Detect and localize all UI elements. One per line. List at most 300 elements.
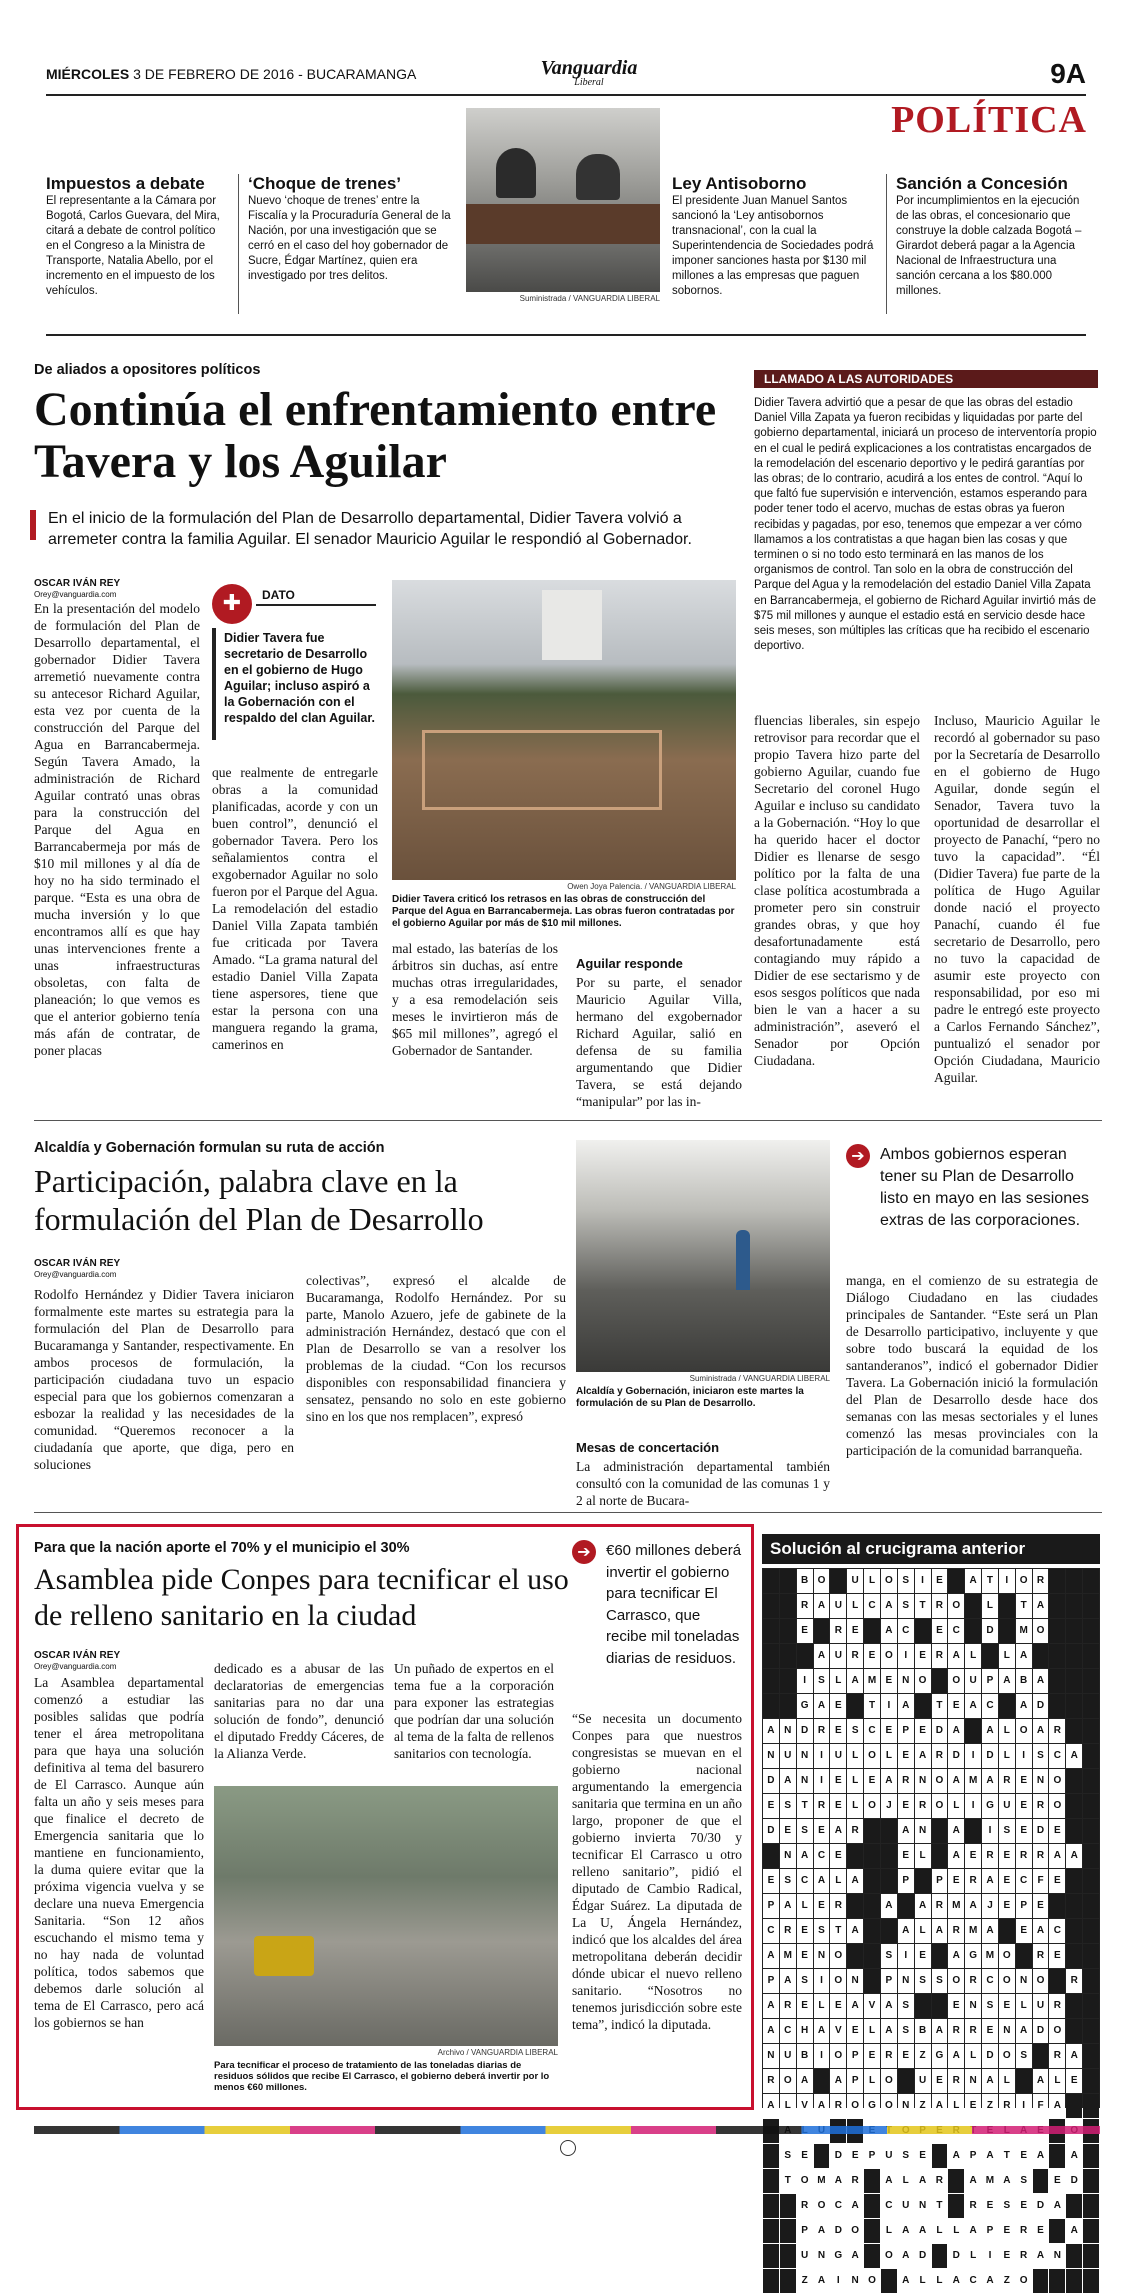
crossword-cell: E (898, 1794, 914, 1818)
crossword-cell: B (1016, 1669, 1032, 1693)
crossword-cell: A (898, 1694, 914, 1718)
crossword-cell (864, 1919, 880, 1943)
crossword-cell: O (830, 1969, 846, 1993)
crossword-cell: O (797, 2169, 813, 2193)
crossword-cell: R (1016, 2219, 1032, 2243)
arrow-right-icon: ➔ (572, 1540, 596, 1564)
crossword-cell: E (830, 1844, 846, 1868)
crossword-cell (1083, 2094, 1099, 2118)
crossword-cell: L (864, 1569, 880, 1593)
crossword-cell: C (797, 1869, 813, 1893)
crossword-cell: A (847, 2194, 863, 2218)
crossword-cell (1016, 2069, 1032, 2093)
crossword-cell: R (830, 1894, 846, 1918)
crossword-cell: E (982, 2019, 998, 2043)
crossword-cell: A (948, 2044, 964, 2068)
crossword-cell (780, 1594, 796, 1618)
crossword-cell: L (847, 1794, 863, 1818)
crossword-cell: A (881, 1994, 897, 2018)
crossword-cell: A (965, 2169, 981, 2193)
crossword-cell: L (965, 2244, 981, 2268)
crossword-cell: Z (915, 2094, 931, 2118)
section-title: POLÍTICA (891, 99, 1087, 141)
dato-label: DATO (262, 588, 295, 602)
crossword-cell: O (932, 1794, 948, 1818)
crossword-cell: C (864, 1719, 880, 1743)
crossword-cell: C (830, 2194, 846, 2218)
crossword-cell: O (881, 1644, 897, 1668)
crossword-cell: V (830, 2019, 846, 2043)
crossword-cell: A (948, 1844, 964, 1868)
crossword-cell (1083, 1669, 1099, 1693)
crossword-cell: T (932, 1694, 948, 1718)
crossword-cell: N (797, 1744, 813, 1768)
crossword-cell: S (814, 1669, 830, 1693)
crossword-cell: E (830, 1994, 846, 2018)
crossword-cell: A (814, 1644, 830, 1668)
crossword-cell: T (999, 2144, 1015, 2168)
crossword-cell (1083, 1969, 1099, 1993)
section-rule (34, 1512, 1102, 1513)
person-figure (496, 148, 536, 198)
crossword-cell (1049, 1694, 1065, 1718)
crossword-cell: E (830, 1719, 846, 1743)
crossword-cell: E (780, 1819, 796, 1843)
crossword-cell: O (915, 1669, 931, 1693)
crossword-cell (1083, 2069, 1099, 2093)
crossword-cell (864, 1894, 880, 1918)
crossword-cell (1033, 2044, 1049, 2068)
crossword-cell: R (847, 1819, 863, 1843)
crossword-cell: A (898, 1819, 914, 1843)
crossword-cell: O (814, 2194, 830, 2218)
byline-email: Orey@vanguardia.com (34, 1662, 117, 1671)
crossword-cell: M (948, 1894, 964, 1918)
crossword-cell: A (1033, 1919, 1049, 1943)
crossword-cell: I (797, 1669, 813, 1693)
crossword-cell: E (1016, 1819, 1032, 1843)
crossword-cell: L (830, 1669, 846, 1693)
crossword-cell: D (1033, 1819, 1049, 1843)
crossword-cell: A (965, 2219, 981, 2243)
masthead-rule (46, 94, 1086, 96)
crossword-cell: C (763, 1919, 779, 1943)
article3-col1: La Asamblea departamental comenzó a estudiar las posibles salidas que podría tener el área metropolitana para que haya una solución definitiva al tema del basurero de El Carrasco. Aunque aún falta un año y seis meses para que finalice el decreto de Emergencia sanitaria que lo mantiene en funcionamiento, la duma quiere evitar que la próxima vigencia vuelva y se declare una nueva Emergencia Sanitaria. “Son 12 años escuchando el mismo tema y no hay nada de voluntad política, todos sabemos que debemos darle solución al tema de El Carrasco, pero acá los gobiernos se han (34, 1675, 204, 2030)
crossword-cell: P (763, 1894, 779, 1918)
article1-col5: fluencias liberales, sin espejo retrovisor para recordar que el propio Tavera hizo parte del gobierno Aguilar, cuando fue Secretario del coronel Hugo Aguilar e incluso su candidato a la Gobernación. “Hoy lo que ha querido hacer el doctor Didier es llenarse de sesgo político por la falta de una clase política acostumbrada a prometer pero sin construir grandes obras, y que hoy desafortunadamente está contagiando muy rápido a Didier de ese sectarismo y de esos sesgos políticos que nada bien le van a hacer a su administración”, aseveró el Senador por Opción Ciudadana. (754, 713, 920, 1068)
crossword-cell: L (881, 2219, 897, 2243)
crossword-cell: A (932, 2094, 948, 2118)
crossword-cell: S (797, 1819, 813, 1843)
crossword-cell: R (948, 2069, 964, 2093)
crossword-cell: A (1066, 2044, 1082, 2068)
crossword-cell: O (948, 1969, 964, 1993)
crossword-cell: E (830, 1694, 846, 1718)
crossword-cell: O (1049, 1769, 1065, 1793)
crossword-cell: C (982, 1969, 998, 1993)
dato-icon: ✚ (212, 584, 252, 624)
crossword-cell: R (1016, 2244, 1032, 2268)
crossword-cell: E (814, 1819, 830, 1843)
crossword-cell: A (948, 2144, 964, 2168)
crossword-cell: S (780, 1794, 796, 1818)
crossword-cell: E (847, 1619, 863, 1643)
crossword-cell: S (999, 2194, 1015, 2218)
crossword-cell: L (948, 2219, 964, 2243)
crossword-cell: A (948, 1644, 964, 1668)
crossword-cell: I (814, 1769, 830, 1793)
article3-byline (34, 1650, 120, 1672)
crossword-cell: N (780, 1844, 796, 1868)
crossword-cell: O (864, 2269, 880, 2293)
article1-deck (30, 508, 730, 550)
crossword-cell: O (1033, 1619, 1049, 1643)
crossword-cell (965, 1619, 981, 1643)
crossword-cell (1083, 1919, 1099, 1943)
crossword-cell: A (915, 1894, 931, 1918)
crossword-cell: O (1016, 2269, 1032, 2293)
crossword-cell: A (881, 1594, 897, 1618)
article1-photo (392, 580, 736, 880)
crossword-cell: T (932, 2194, 948, 2218)
crossword-cell (1083, 1744, 1099, 1768)
crossword-cell: N (814, 2244, 830, 2268)
crossword-cell (1066, 1944, 1082, 1968)
crossword-cell: M (814, 2169, 830, 2193)
crossword-cell (780, 1669, 796, 1693)
crossword-cell: E (1016, 1794, 1032, 1818)
crossword-cell: L (965, 1644, 981, 1668)
crossword-cell (1066, 1669, 1082, 1693)
crossword-cell: L (898, 2169, 914, 2193)
article3-photo (214, 1786, 558, 2046)
article3-kicker: Para que la nación aporte el 70% y el municipio el 30% (34, 1540, 410, 1556)
crossword-cell: A (948, 1819, 964, 1843)
crossword-cell: R (763, 2069, 779, 2093)
logo-main: Vanguardia (540, 57, 638, 79)
crossword-cell (1083, 2244, 1099, 2268)
crossword-cell: S (898, 2019, 914, 2043)
crossword-cell: A (915, 2169, 931, 2193)
crossword-cell (1083, 1869, 1099, 1893)
crossword-cell: T (830, 1919, 846, 1943)
crossword-cell (881, 1919, 897, 1943)
crossword-cell: A (948, 1719, 964, 1743)
dato-text: Didier Tavera fue secretario de Desarrollo en el gobierno de Hugo Aguilar; incluso aspiró a la Gobernación con el respaldo del clan Aguilar. (224, 631, 375, 725)
article3-highlight (572, 1540, 742, 1669)
crossword-cell: S (797, 1969, 813, 1993)
article2-col3: La administración departamental también consultó con la comunidad de las comunas 1 y 2 al norte de Bucara- (576, 1459, 830, 1508)
crossword-cell: A (1016, 1644, 1032, 1668)
article1-col3: mal estado, las baterías de los árbitros sin duchas, así entre muchas otras irregularidades, y a esa remodelación seis meses le invirtieron más de $65 mil millones”, agregó el Gobernador de Santander. (392, 941, 558, 1058)
crossword-cell: Z (999, 2269, 1015, 2293)
crossword-cell: O (948, 1594, 964, 1618)
article2-subhead: Mesas de concertación (576, 1440, 720, 1455)
crossword-cell: E (932, 1569, 948, 1593)
dato-box (212, 584, 376, 740)
crossword-cell: I (982, 2244, 998, 2268)
crossword-cell (1049, 1569, 1065, 1593)
crossword-cell: A (1033, 1719, 1049, 1743)
crossword-cell (1066, 1869, 1082, 1893)
crossword-cell (763, 2169, 779, 2193)
crossword-cell: R (1033, 1844, 1049, 1868)
crossword-cell: A (881, 1619, 897, 1643)
crossword-cell: A (1066, 1744, 1082, 1768)
crossword-cell: R (830, 1619, 846, 1643)
crossword-cell: A (1033, 1669, 1049, 1693)
crossword-cell: R (780, 1994, 796, 2018)
crossword-cell: M (982, 1944, 998, 1968)
crossword-cell: I (898, 1644, 914, 1668)
crossword-cell: R (965, 2194, 981, 2218)
crossword-cell: J (881, 1794, 897, 1818)
crossword-cell: N (780, 1719, 796, 1743)
crossword-cell (847, 1894, 863, 1918)
crossword-cell: B (797, 2044, 813, 2068)
crossword-cell: R (965, 1969, 981, 1993)
crossword-cell: I (965, 1744, 981, 1768)
crossword-cell: E (948, 1994, 964, 2018)
crossword-cell (1083, 2019, 1099, 2043)
crossword-cell: E (797, 1944, 813, 1968)
crossword-cell: G (982, 1794, 998, 1818)
crossword-cell (797, 1644, 813, 1668)
crossword-cell: A (1033, 1594, 1049, 1618)
crossword-cell (1083, 2269, 1099, 2293)
article1-col2: que realmente de entregarle obras a la comunidad planificadas, acorde y con un buen control”, denunció el gobernador Tavera. Pero los señalamientos contra el exgobernador Aguilar no solo fueron por el Parque del Agua. La remodelación del estadio Daniel Villa Zapata también fue criticada por Tavera Amado. “La grama natural del estadio Daniel Villa Zapata tiene aspersores, tiene que estar la persona con una manguera regando la grama, camerinos en (212, 765, 378, 1052)
crossword-cell: R (932, 2169, 948, 2193)
crossword-cell: E (999, 2244, 1015, 2268)
crossword-cell: C (982, 1694, 998, 1718)
crossword-cell: T (1016, 1594, 1032, 1618)
crossword-cell: N (1033, 1769, 1049, 1793)
crossword-cell: U (847, 1569, 863, 1593)
crossword-cell: A (898, 2244, 914, 2268)
crossword-cell: O (814, 1569, 830, 1593)
crossword-cell: E (881, 1719, 897, 1743)
crossword-cell: R (982, 1844, 998, 1868)
column-divider (886, 174, 887, 314)
crossword-cell: S (881, 1944, 897, 1968)
crossword-cell: S (915, 1969, 931, 1993)
crossword-cell: E (881, 1669, 897, 1693)
dato-rule (256, 604, 376, 606)
crossword-cell (763, 1669, 779, 1693)
crossword-cell (830, 1569, 846, 1593)
crossword-cell (1083, 1994, 1099, 2018)
crossword-cell: O (864, 1744, 880, 1768)
crossword-cell (1033, 2269, 1049, 2293)
crossword-cell: N (965, 1994, 981, 2018)
crossword-cell (1049, 2269, 1065, 2293)
crossword-cell: M (965, 1919, 981, 1943)
crossword-cell: A (948, 2269, 964, 2293)
crossword-cell: E (1033, 1894, 1049, 1918)
crossword-cell: S (898, 1569, 914, 1593)
crossword-cell: O (864, 1794, 880, 1818)
article1-byline (34, 578, 120, 600)
crossword-cell: R (814, 1719, 830, 1743)
crossword-cell: N (763, 2044, 779, 2068)
crossword-cell: L (999, 1719, 1015, 1743)
crossword-cell: E (932, 1619, 948, 1643)
desk (466, 204, 660, 244)
byline-name: OSCAR IVÁN REY (34, 1650, 121, 1661)
crossword-cell (932, 2144, 948, 2168)
crossword-cell: O (881, 1569, 897, 1593)
crossword-cell: G (830, 2244, 846, 2268)
crossword-cell: M (965, 1769, 981, 1793)
crossword-cell: D (948, 1744, 964, 1768)
crossword-cell (898, 2069, 914, 2093)
crossword-cell (864, 1869, 880, 1893)
crossword-cell: R (1033, 1944, 1049, 1968)
crossword-cell (763, 2244, 779, 2268)
crossword-cell: I (982, 1819, 998, 1843)
crossword-cell: E (915, 2144, 931, 2168)
crossword-cell: D (932, 1719, 948, 1743)
crossword-cell: O (881, 2069, 897, 2093)
crossword-cell (763, 2194, 779, 2218)
crossword-cell: O (847, 2094, 863, 2118)
byline-email: Orey@vanguardia.com (34, 1270, 117, 1279)
crossword-cell: A (1066, 2144, 1082, 2168)
crossword-cell: T (982, 1569, 998, 1593)
crossword-cell (847, 1694, 863, 1718)
crossword-cell (763, 1694, 779, 1718)
crossword-cell: R (1049, 2044, 1065, 2068)
page-number: 9A (1050, 58, 1086, 89)
crossword-cell: U (1033, 1994, 1049, 2018)
crossword-cell (1049, 1644, 1065, 1668)
crossword-cell: E (915, 1719, 931, 1743)
crossword-cell: A (847, 1669, 863, 1693)
crossword-cell: I (814, 1744, 830, 1768)
crossword-cell: P (982, 2219, 998, 2243)
crossword-cell: U (830, 1644, 846, 1668)
crossword-cell: U (965, 1669, 981, 1693)
deck-text: En el inicio de la formulación del Plan de Desarrollo departamental, Didier Tavera volvió a arremeter contra la familia Aguilar. El senador Mauricio Aguilar le respondió al Gobernador. (48, 510, 692, 548)
crossword-cell (1083, 2044, 1099, 2068)
crossword-cell: A (881, 1894, 897, 1918)
crossword-cell: R (780, 1919, 796, 1943)
crossword-cell: D (1066, 2169, 1082, 2193)
brief-title: ‘Choque de trenes’ (248, 174, 402, 193)
crossword-cell (1033, 2169, 1049, 2193)
crossword-cell: O (999, 1969, 1015, 1993)
article2-kicker: Alcaldía y Gobernación formulan su ruta de acción (34, 1140, 385, 1156)
crossword-cell: E (1016, 2194, 1032, 2218)
crossword-cell: E (965, 2094, 981, 2118)
crossword-cell: S (814, 1919, 830, 1943)
crossword-cell: O (999, 2044, 1015, 2068)
crossword-cell (864, 1844, 880, 1868)
article2-highlight (846, 1144, 1098, 1232)
crossword-cell: A (847, 1869, 863, 1893)
crossword-cell: A (982, 1769, 998, 1793)
crossword-cell (881, 2269, 897, 2293)
crossword-cell: E (814, 1894, 830, 1918)
crossword-cell (780, 2244, 796, 2268)
crossword-cell (864, 2169, 880, 2193)
crossword-cell (999, 1619, 1015, 1643)
crossword-cell (1066, 1644, 1082, 1668)
crossword-cell: A (830, 2169, 846, 2193)
crossword-cell: A (881, 1769, 897, 1793)
crossword-cell: A (982, 2069, 998, 2093)
crossword-cell: E (1049, 1944, 1065, 1968)
crossword-cell (1083, 2169, 1099, 2193)
newspaper-logo (534, 58, 644, 88)
crossword-cell: A (763, 2094, 779, 2118)
crossword-cell: A (1033, 2069, 1049, 2093)
crossword-cell: C (881, 2194, 897, 2218)
crossword-cell: L (881, 1744, 897, 1768)
masthead (46, 57, 1086, 92)
crossword-cell (948, 2194, 964, 2218)
crossword-cell (948, 1569, 964, 1593)
crossword-cell (780, 1569, 796, 1593)
crossword-cell: R (948, 2019, 964, 2043)
crossword-cell: U (999, 1794, 1015, 1818)
crossword-cell (814, 2069, 830, 2093)
crossword-cell: U (881, 2144, 897, 2168)
crossword-cell (898, 1894, 914, 1918)
crossword-cell (780, 1619, 796, 1643)
crossword-cell: N (898, 2094, 914, 2118)
crossword-cell: C (780, 2019, 796, 2043)
crossword-cell: L (847, 1744, 863, 1768)
crossword-cell: A (780, 1894, 796, 1918)
crossword-cell: E (1016, 1919, 1032, 1943)
crossword-cell: E (1016, 1769, 1032, 1793)
crossword-cell: A (999, 1669, 1015, 1693)
crossword-cell: F (1033, 2094, 1049, 2118)
crossword-cell (1066, 1719, 1082, 1743)
crossword-cell (881, 1869, 897, 1893)
crossword-cell: L (830, 1869, 846, 1893)
crossword-cell: A (814, 2219, 830, 2243)
crossword-cell (1049, 1969, 1065, 1993)
brief-title: Sanción a Concesión (896, 174, 1068, 193)
crossword-cell (965, 1594, 981, 1618)
crossword-cell: C (814, 1844, 830, 1868)
crossword-cell: L (847, 1769, 863, 1793)
crossword-cell: A (948, 1944, 964, 1968)
article2-col4: manga, en el comienzo de su estrategia de Diálogo Ciudadano en las ciudades principales de Santander. “Este será un Plan de Desarrollo participativo, incluyente y que sobre todo buscará la equidad de los santanderanos”, indicó el gobernador Didier Tavera. La Gobernación inició la formulación del Plan de Desarrollo desde hace dos semanas con las mesas sectoriales y el lunes comenzó las mesas provinciales con la participación de la comunidad barranqueña. (846, 1273, 1098, 1458)
crossword-cell (1083, 2144, 1099, 2168)
crossword-cell (1083, 1644, 1099, 1668)
crossword-cell: L (999, 1644, 1015, 1668)
crossword-cell: S (898, 2144, 914, 2168)
crossword-cell: A (814, 1694, 830, 1718)
crossword-cell: A (932, 1919, 948, 1943)
crossword-cell: S (780, 2144, 796, 2168)
crossword-cell: O (881, 2094, 897, 2118)
crossword-cell: A (982, 1719, 998, 1743)
crossword-cell: E (999, 1869, 1015, 1893)
crossword-cell: R (965, 1869, 981, 1893)
crossword-cell: E (847, 2019, 863, 2043)
crossword-cell: A (830, 2069, 846, 2093)
crossword-cell (881, 1844, 897, 1868)
crossword-cell: O (881, 2244, 897, 2268)
brief-text: Por incumplimientos en la ejecución de las obras, el concesionario que construye la doble calzada Bogotá – Girardot deberá pagar a la Agencia Nacional de Infraestructura una sanción cercana a los $80.000 millones. (896, 195, 1082, 297)
article2-photo (576, 1140, 830, 1372)
crossword-cell: I (898, 1944, 914, 1968)
crossword-cell: E (1016, 2144, 1032, 2168)
